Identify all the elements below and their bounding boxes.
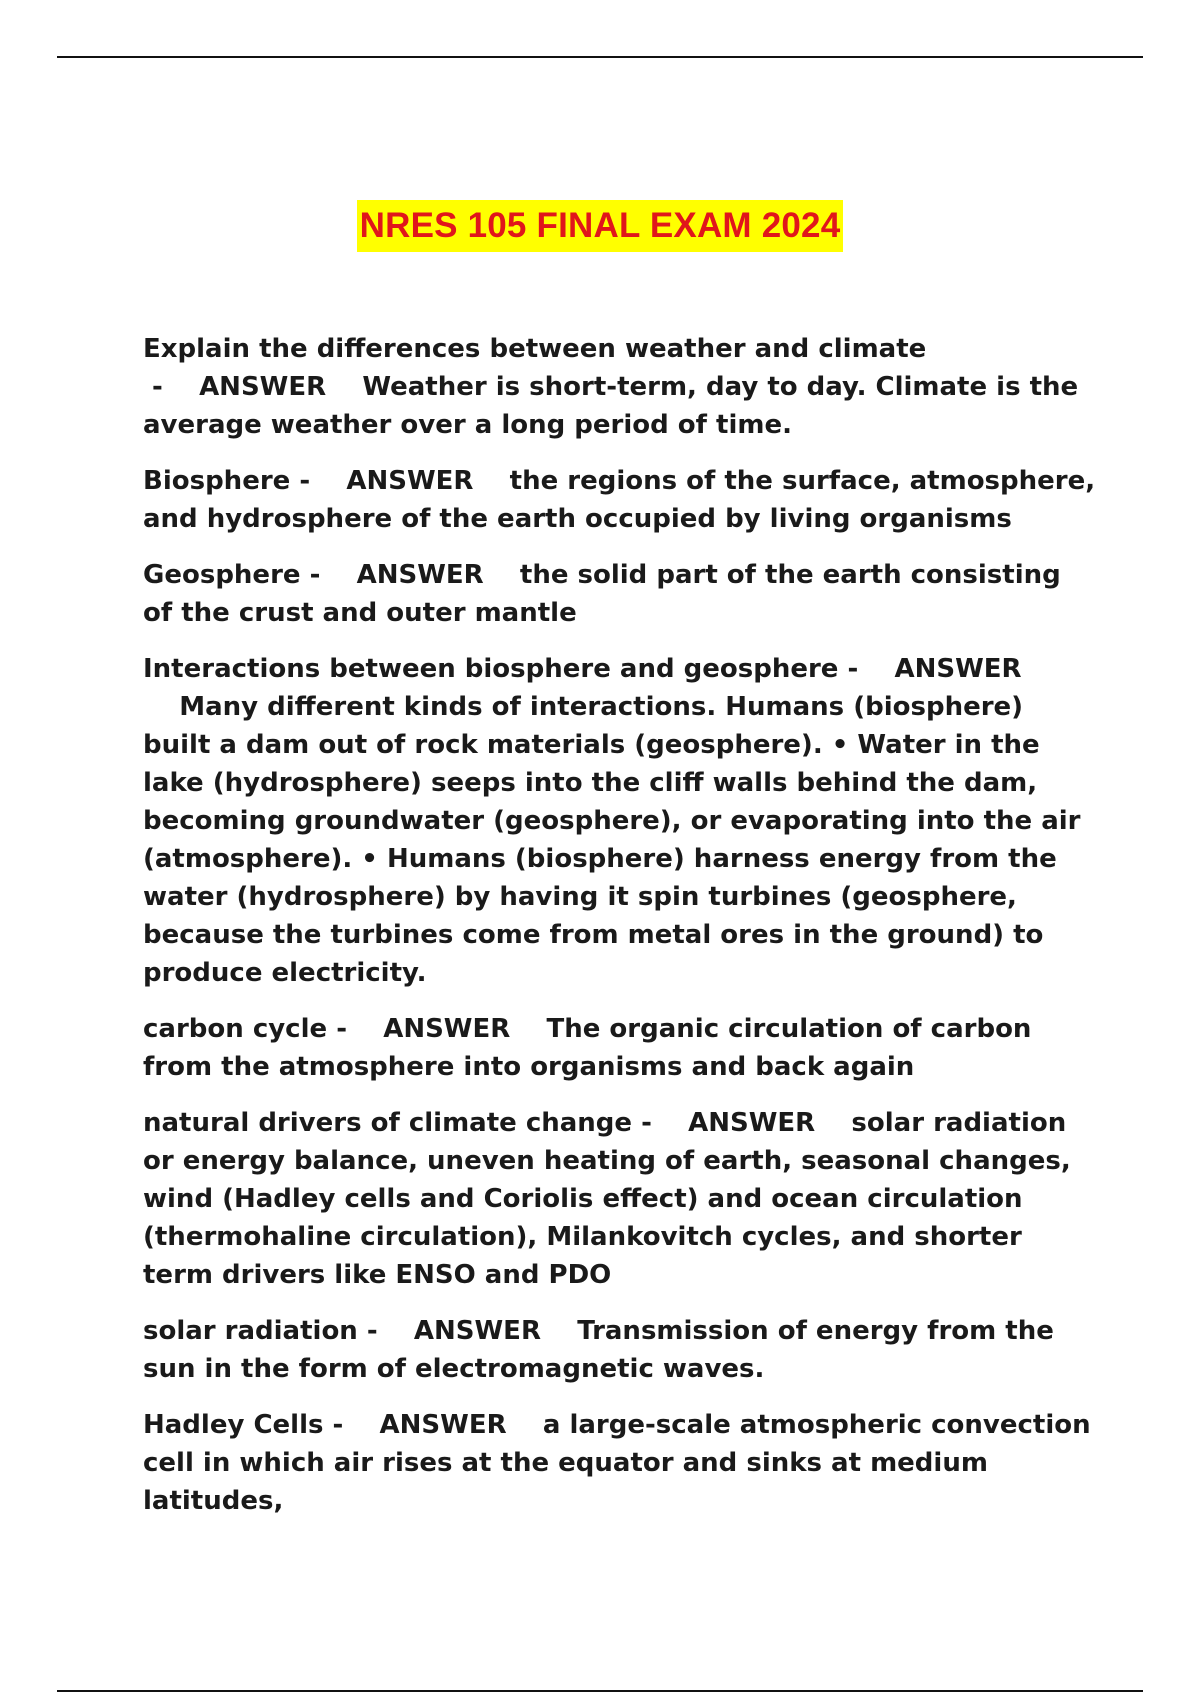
qa-item: carbon cycle - ANSWER The organic circulation of carbon from the atmosphere into organisms and back again [143, 1014, 1032, 1082]
qa-item: solar radiation - ANSWER Transmission of energy from the sun in the form of electromagnetic waves. [143, 1316, 1054, 1384]
qa-answer: a large-scale atmospheric convection cell in which air rises at the equator and sinks at medium latitudes, [143, 1410, 1091, 1516]
qa-term: solar radiation [143, 1316, 358, 1346]
bottom-rule [57, 1690, 1143, 1692]
qa-answer: Weather is short-term, day to day. Climate is the average weather over a long period of time. [143, 372, 1079, 440]
qa-term: Biosphere [143, 466, 291, 496]
qa-answer-label: ANSWER [346, 466, 474, 496]
qa-answer-label: ANSWER [413, 1316, 541, 1346]
qa-answer: Transmission of energy from the sun in the form of electromagnetic waves. [143, 1316, 1054, 1384]
qa-answer-label: ANSWER [379, 1410, 507, 1440]
qa-answer-label: ANSWER [688, 1108, 816, 1138]
qa-item: Explain the differences between weather and climate - ANSWER Weather is short-term, day to day. Climate is the average weather over a long period of time. [143, 334, 1079, 440]
qa-item: Geosphere - ANSWER the solid part of the earth consisting of the crust and outer mantle [143, 560, 1061, 628]
qa-item: Hadley Cells - ANSWER a large-scale atmospheric convection cell in which air rises at the equator and sinks at medium latitudes, [143, 1410, 1091, 1516]
qa-item: Interactions between biosphere and geosphere - ANSWER Many different kinds of interactions. Humans (biosphere) built a dam out of rock materials (geosphere). • Water in the lake (hydrosphere) seeps into the cliff walls behind the dam, becoming groundwater (geosphere), or evaporating into the air (atmosphere). • Humans (biosphere) harness energy from the water (hydrosphere) by having it spin turbines (geosphere, because the turbines come from metal ores in the ground) to produce electricity. [143, 654, 1081, 988]
qa-answer: the solid part of the earth consisting of the crust and outer mantle [143, 560, 1061, 628]
qa-answer: Many different kinds of interactions. Humans (biosphere) built a dam out of rock materials (geosphere). • Water in the lake (hydrosphere) seeps into the cliff walls behind the dam, becoming groundwater (geosphere), or evaporating into the air (atmosphere). • Humans (biosphere) harness energy from the water (hydrosphere) by having it spin turbines (geosphere, because the turbines come from metal ores in the ground) to produce electricity. [143, 692, 1081, 988]
top-rule [57, 56, 1143, 58]
qa-term: Interactions between biosphere and geosphere [143, 654, 839, 684]
qa-list [143, 330, 1098, 1538]
qa-answer-label: ANSWER [383, 1014, 511, 1044]
qa-term: carbon cycle [143, 1014, 328, 1044]
qa-term: Geosphere [143, 560, 301, 590]
qa-answer: The organic circulation of carbon from the atmosphere into organisms and back again [143, 1014, 1032, 1082]
qa-answer-label: ANSWER [356, 560, 484, 590]
qa-answer: solar radiation or energy balance, uneven heating of earth, seasonal changes, wind (Hadley cells and Coriolis effect) and ocean circulation (thermohaline circulation), Milankovitch cycles, and shorter term drivers like ENSO and PDO [143, 1108, 1071, 1290]
qa-item: natural drivers of climate change - ANSWER solar radiation or energy balance, uneven heating of earth, seasonal changes, wind (Hadley cells and Coriolis effect) and ocean circulation (thermohaline circulation), Milankovitch cycles, and shorter term drivers like ENSO and PDO [143, 1108, 1071, 1290]
qa-term: Explain the differences between weather and climate [143, 334, 927, 364]
title-container [0, 200, 1200, 252]
qa-answer: the regions of the surface, atmosphere, and hydrosphere of the earth occupied by living organisms [143, 466, 1096, 534]
qa-answer-label: ANSWER [199, 372, 327, 402]
qa-item: Biosphere - ANSWER the regions of the surface, atmosphere, and hydrosphere of the earth occupied by living organisms [143, 466, 1096, 534]
qa-term: Hadley Cells [143, 1410, 324, 1440]
qa-answer-label: ANSWER [894, 654, 1022, 684]
qa-term: natural drivers of climate change [143, 1108, 633, 1138]
page-title: NRES 105 FINAL EXAM 2024 [357, 200, 844, 252]
